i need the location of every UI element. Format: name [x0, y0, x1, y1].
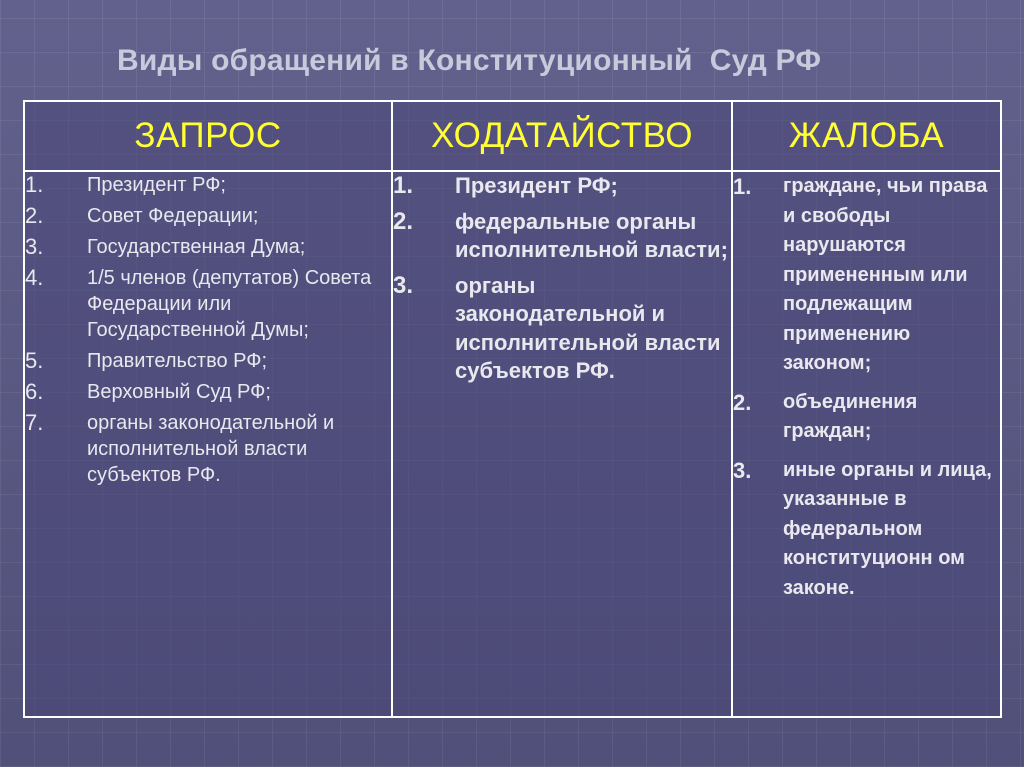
list-item	[25, 265, 391, 343]
list-item-text: объединения граждан;	[783, 390, 918, 442]
list-item-text: Президент РФ;	[87, 174, 226, 196]
list-item-number: 2.	[393, 207, 414, 235]
list-item-number: 3.	[25, 234, 44, 259]
list-item	[25, 348, 391, 374]
list-item-number: 1.	[393, 172, 414, 199]
petition-cell	[392, 171, 732, 717]
list-item-number: 1.	[25, 172, 44, 197]
page-title: Виды обращений в Конституционный Суд РФ	[117, 44, 822, 77]
list-item	[25, 379, 391, 405]
list-item-number: 5.	[25, 348, 44, 373]
list-item-number: 2.	[733, 389, 752, 415]
list-item-text: Президент РФ;	[455, 173, 618, 198]
list-item-number: 1.	[733, 174, 752, 199]
list-item	[25, 203, 391, 229]
list-item	[393, 172, 731, 201]
list-item	[733, 456, 1000, 604]
list-item-text: 1/5 членов (депутатов) Совета Федерации или Государственной Думы;	[87, 267, 372, 341]
header-petition: ХОДАТАЙСТВО	[392, 101, 732, 171]
request-cell	[24, 171, 392, 717]
list-item-text: органы законодательной и исполнительной власти субъектов РФ.	[455, 272, 721, 383]
list-item	[25, 172, 391, 198]
list-item	[733, 388, 1000, 447]
request-list	[25, 172, 391, 488]
list-item-text: иные органы и лица, указанные в федеральном конституционн ом законе.	[783, 458, 992, 599]
table-body-row	[24, 171, 1001, 717]
list-item-number: 7.	[25, 410, 44, 435]
list-item-number: 4.	[25, 265, 44, 290]
appeal-types-table	[23, 100, 1002, 718]
list-item-text: граждане, чьи права и свободы нарушаются примененным или подлежащим применению законом;	[783, 175, 988, 374]
list-item-text: Верховный Суд РФ;	[87, 381, 271, 403]
list-item	[393, 272, 731, 386]
list-item	[25, 410, 391, 488]
list-item-number: 3.	[733, 457, 752, 483]
list-item	[25, 234, 391, 260]
header-request: ЗАПРОС	[24, 101, 392, 171]
list-item	[393, 208, 731, 265]
table-header-row	[24, 101, 1001, 171]
list-item	[733, 172, 1000, 379]
list-item-text: органы законодательной и исполнительной власти субъектов РФ.	[87, 412, 335, 486]
header-complaint: ЖАЛОБА	[732, 101, 1001, 171]
list-item-number: 3.	[393, 271, 414, 299]
list-item-text: Совет Федерации;	[87, 205, 259, 227]
petition-list	[393, 172, 731, 386]
complaint-cell	[732, 171, 1001, 717]
list-item-text: федеральные органы исполнительной власти;	[455, 208, 728, 262]
list-item-text: Государственная Дума;	[87, 236, 306, 258]
complaint-list	[733, 172, 1000, 603]
list-item-number: 2.	[25, 203, 44, 228]
list-item-text: Правительство РФ;	[87, 350, 268, 372]
list-item-number: 6.	[25, 379, 44, 404]
